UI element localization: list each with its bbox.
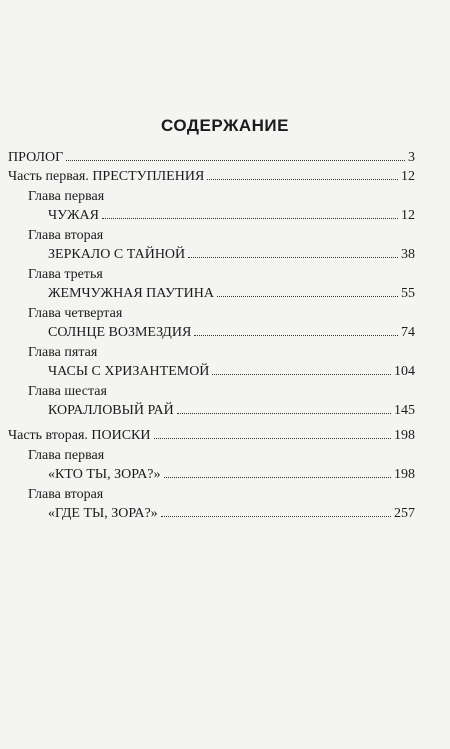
toc-entry-page: 198 [394,428,415,443]
chapter-label: Глава первая [28,189,105,204]
dot-leader [212,374,391,375]
toc-entry-title: КОРАЛЛОВЫЙ РАЙ [48,403,174,418]
toc-entry-page: 104 [394,364,415,379]
toc-entry-title: Часть первая. ПРЕСТУПЛЕНИЯ [8,169,205,184]
chapter-label: Глава пятая [28,345,98,360]
toc-entry-title: ПРОЛОГ [8,150,64,165]
toc-entry-chapter [48,364,415,380]
dot-leader [217,296,398,297]
toc-entry-title: ЖЕМЧУЖНАЯ ПАУТИНА [48,286,214,301]
toc-entry-title: ЧУЖАЯ [48,208,100,223]
toc-entry-chapter [48,403,415,419]
toc-entry-title: «ГДЕ ТЫ, ЗОРА?» [48,506,158,521]
toc-entry-page: 3 [408,150,415,165]
toc-entry-chapter [48,247,415,263]
chapter-label: Глава вторая [28,487,104,502]
chapter-label: Глава первая [28,448,105,463]
toc-entry-title: СОЛНЦЕ ВОЗМЕЗДИЯ [48,325,192,340]
chapter-label: Глава шестая [28,384,107,399]
toc-entry-page: 145 [394,403,415,418]
toc-entry-chapter [48,286,415,302]
toc-entry-page: 55 [401,286,415,301]
dot-leader [188,257,398,258]
toc-entry-page: 257 [394,506,415,521]
dot-leader [164,477,391,478]
toc-entry-chapter [48,467,415,483]
toc-entry-chapter [48,208,415,224]
toc-entry-page: 74 [401,325,415,340]
page-title: СОДЕРЖАНИЕ [161,116,289,135]
toc-entry-chapter [48,325,415,341]
dot-leader [154,438,392,439]
toc-entry-page: 198 [394,467,415,482]
toc-entry-prologue [8,150,415,166]
dot-leader [207,179,398,180]
dot-leader [161,516,391,517]
toc-entry-part-1 [8,169,415,185]
toc-entry-page: 38 [401,247,415,262]
chapter-label: Глава третья [28,267,103,282]
toc-entry-page: 12 [401,169,415,184]
dot-leader [66,160,405,161]
dot-leader [177,413,391,414]
chapter-label: Глава вторая [28,228,104,243]
toc-entry-part-2 [8,428,415,444]
toc-entry-chapter [48,506,415,522]
toc-entry-title: ЗЕРКАЛО С ТАЙНОЙ [48,247,186,262]
toc-entry-title: «КТО ТЫ, ЗОРА?» [48,467,161,482]
chapter-label: Глава четвертая [28,306,123,321]
toc-entry-page: 12 [401,208,415,223]
toc-entry-title: ЧАСЫ С ХРИЗАНТЕМОЙ [48,364,210,379]
toc-entry-title: Часть вторая. ПОИСКИ [8,428,151,443]
dot-leader [194,335,398,336]
dot-leader [102,218,398,219]
